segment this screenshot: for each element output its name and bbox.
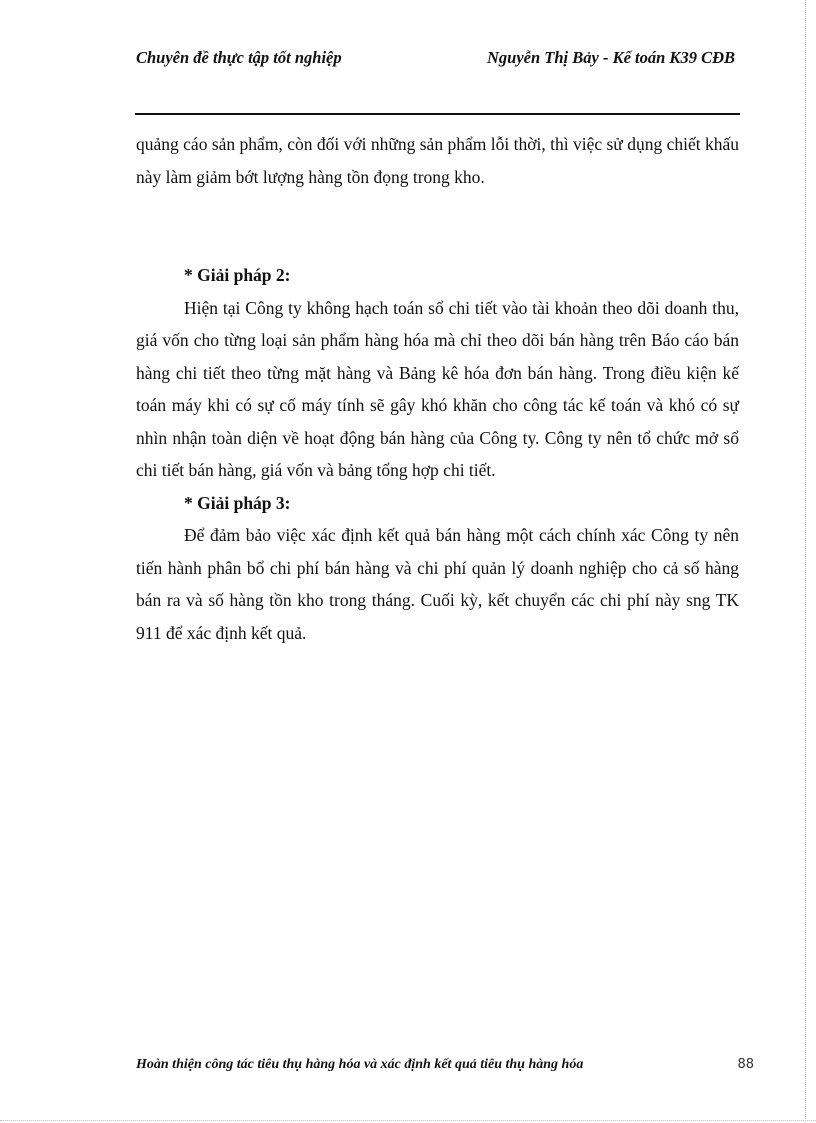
header-divider	[135, 113, 740, 115]
solution-2-paragraph: Hiện tại Công ty không hạch toán sổ chi tiết vào tài khoản theo dõi doanh thu, giá vốn cho từng loại sản phẩm hàng hóa mà chỉ theo dõi bán hàng trên Báo cáo bán hàng chi tiết theo từng mặt hàng và Bảng kê hóa đơn bán hàng. Trong điều kiện kế toán máy khi có sự cố máy tính sẽ gây khó khăn cho công tác kế toán và khó có sự nhìn nhận toàn diện về hoạt động bán hàng của Công ty. Công ty nên tổ chức mở sổ chi tiết bán hàng, giá vốn và bảng tổng hợp chi tiết.	[136, 297, 739, 480]
page-header	[136, 48, 738, 74]
solution-2-heading: * Giải pháp 2:	[184, 265, 291, 285]
page-edge-bottom	[0, 1119, 816, 1121]
page-number: 88	[737, 1057, 754, 1072]
page-edge-right	[804, 0, 806, 1123]
solutions-block	[136, 259, 739, 649]
solution-3-heading: * Giải pháp 3:	[184, 492, 291, 513]
page-footer	[136, 1057, 756, 1079]
footer-thesis-title: Hoàn thiện công tác tiêu thụ hàng hóa và xác định kết quả tiêu thụ hàng hóa	[136, 1057, 584, 1072]
continuation-block	[136, 128, 739, 193]
header-document-title: Chuyên đề thực tập tốt nghiệp	[136, 48, 342, 67]
solution-3-paragraph: Để đảm bảo việc xác định kết quả bán hàng một cách chính xác Công ty nên tiến hành phân bổ chi phí bán hàng và chi phí quản lý doanh nghiệp cho cả số hàng bán ra và số hàng tồn kho trong tháng. Cuối kỳ, kết chuyển các chi phí này sng TK 911 để xác định kết quả.	[136, 525, 739, 643]
continuation-paragraph: quảng cáo sản phẩm, còn đối với những sản phẩm lỗi thời, thì việc sử dụng chiết khấu này làm giảm bớt lượng hàng tồn đọng trong kho.	[136, 134, 739, 187]
header-author: Nguyễn Thị Bảy - Kế toán K39 CĐB	[487, 48, 735, 67]
